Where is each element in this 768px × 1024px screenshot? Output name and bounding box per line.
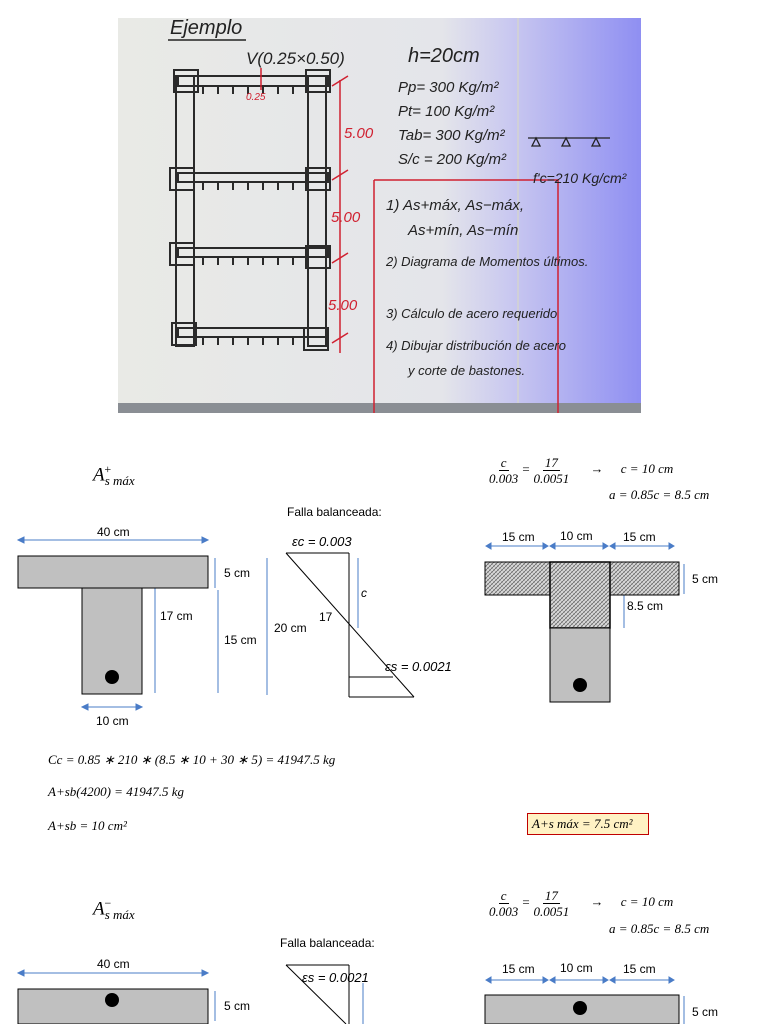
photo-param-pt: Pt= 100 Kg/m² [398, 103, 495, 120]
photo-param-pp: Pp= 300 Kg/m² [398, 79, 499, 96]
dim-10cm-1: 10 cm [96, 714, 129, 728]
photo-task-3: 3) Cálculo de acero requerido [386, 306, 558, 321]
asb-equation: A+sb(4200) = 41947.5 kg [48, 784, 184, 799]
photo-param-sc: S/c = 200 Kg/m² [398, 151, 506, 168]
ec-label: εc = 0.003 [292, 534, 352, 549]
rdim-85-1: 8.5 cm [627, 599, 664, 613]
photo-fc: f'c=210 Kg/cm² [533, 170, 627, 186]
photo-param-h: h=20cm [408, 45, 480, 67]
dim-40cm-1: 40 cm [97, 525, 130, 539]
rebar-1 [105, 670, 119, 684]
photo-span-1: 5.00 [344, 125, 374, 142]
ratio-equation-1: $\frac{c}{0.003}$ = $\frac{17}{0.0051}$ → c = 10 cm [489, 455, 674, 486]
rdim-5-1: 5 cm [692, 572, 719, 586]
falla-balanceada-label-1: Falla balanceada: [287, 505, 382, 519]
rdim-15a-2: 15 cm [502, 962, 535, 976]
es-label-1: εs = 0.0021 [385, 659, 452, 674]
photo-span-3: 5.00 [328, 297, 358, 314]
seventeen-label: 17 [319, 610, 333, 624]
as-max-pos-result-box: A+s máx = 7.5 cm² [527, 813, 649, 835]
photo-span-2: 5.00 [331, 209, 361, 226]
photo-beam: V(0.25×0.50) [246, 49, 345, 68]
photo-task-4b: y corte de bastones. [408, 363, 526, 378]
dim-40cm-2: 40 cm [97, 957, 130, 971]
a-result-2: a = 0.85c = 8.5 cm [609, 921, 710, 936]
whiteboard-drawing [118, 18, 641, 413]
rdim-15b-1: 15 cm [623, 530, 656, 544]
photo-task-1: 1) As+máx, As−máx, [386, 197, 525, 214]
hatched-section-1 [480, 524, 740, 706]
flange-1 [18, 556, 208, 588]
photo-task-1b: As+mín, As−mín [408, 222, 519, 239]
rdim-10-1: 10 cm [560, 529, 593, 543]
rdim-5-2: 5 cm [692, 1005, 719, 1019]
a-result-1: a = 0.85c = 8.5 cm [609, 487, 710, 502]
rebar-2 [105, 993, 119, 1007]
dim-15cm-1: 15 cm [224, 633, 257, 647]
c-label: c [361, 586, 367, 600]
rdim-15b-2: 15 cm [623, 962, 656, 976]
photo-task-2: 2) Diagrama de Momentos últimos. [386, 254, 589, 269]
photo-beam-note: 0.25 [246, 92, 266, 103]
cc-equation: Cc = 0.85 ∗ 210 ∗ (8.5 ∗ 10 + 30 ∗ 5) = 41947.5 kg [48, 752, 336, 767]
t-section-diagram-2 [10, 955, 470, 1024]
falla-balanceada-label-2: Falla balanceada: [280, 936, 375, 950]
rdim-10-2: 10 cm [560, 961, 593, 975]
ratio-equation-2: $\frac{c}{0.003}$ = $\frac{17}{0.0051}$ → c = 10 cm [489, 888, 674, 919]
dim-5cm-1: 5 cm [224, 566, 251, 580]
hatched-section-2 [480, 958, 740, 1024]
dim-17cm-1: 17 cm [160, 609, 193, 623]
es-label-2: εs = 0.0021 [302, 970, 369, 985]
whiteboard-photo [118, 18, 641, 413]
rdim-15a-1: 15 cm [502, 530, 535, 544]
dim-20cm-1: 20 cm [274, 621, 307, 635]
dim-5cm-2: 5 cm [224, 999, 251, 1013]
asb-result: A+sb = 10 cm² [48, 818, 127, 833]
photo-param-tab: Tab= 300 Kg/m² [398, 127, 505, 144]
as-max-pos-title: $A^+_{s máx}$ [93, 462, 135, 489]
as-max-neg-title: $A^-_{s máx}$ [93, 896, 135, 923]
photo-task-4: 4) Dibujar distribución de acero [386, 338, 566, 353]
photo-title: Ejemplo [170, 18, 243, 39]
t-section-diagram-1 [10, 520, 470, 730]
